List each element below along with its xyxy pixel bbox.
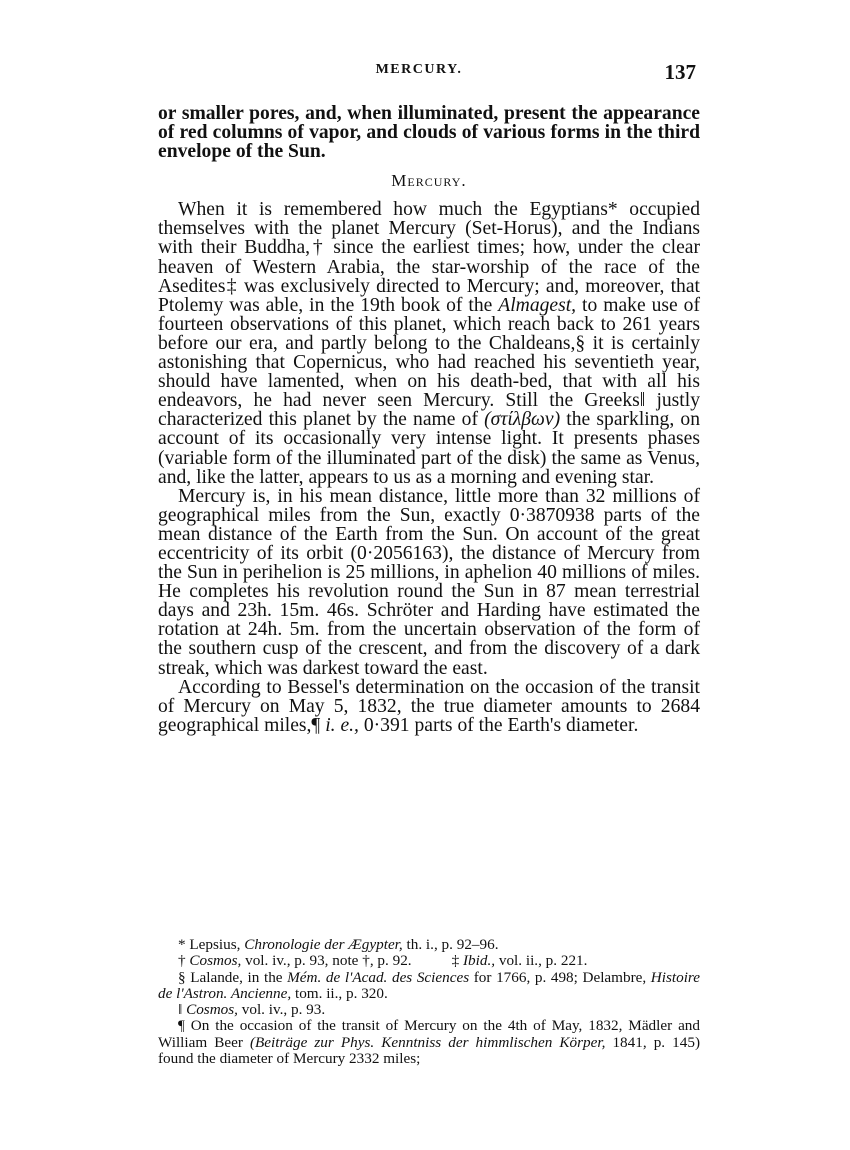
paragraph-1-greek-word: (στίλβων): [484, 409, 561, 431]
footnote-4-text-c: tom. ii., p. 320.: [291, 984, 388, 1002]
footnote-6-marker: ¶: [178, 1017, 191, 1035]
footnote-1-text-b: th. i., p. 92–96.: [402, 936, 499, 953]
main-text: [158, 104, 700, 735]
paragraph-1: [158, 200, 700, 486]
footnote-4-marker: §: [178, 968, 191, 986]
paragraph-3-text-a: According to Bessel's determination on the occasion of the transit of Mercury on May 5, 1832, the true diameter amounts to 2684 geographical miles,¶: [158, 676, 700, 736]
footnote-5: [158, 1002, 700, 1018]
paragraph-1-italic-title: Almagest,: [498, 294, 577, 316]
footnote-2-text-a: vol. iv., p. 93, note †, p. 92.: [241, 952, 412, 970]
paragraph-1-text-c: the sparkling, on account of its occasionally very intense light. It presents phases (variable form of the illuminated part of the disk) the same as Venus, and, like the latter, appears to us as a morning and evening star.: [158, 409, 701, 488]
footnote-5-text: vol. iv., p. 93.: [237, 1001, 326, 1019]
footnote-3-text: vol. ii., p. 221.: [495, 952, 588, 970]
footnote-5-italic: Cosmos,: [186, 1001, 238, 1019]
footnote-1-text-a: Lepsius,: [189, 936, 245, 953]
footnote-6-text-b: 1841, p. 145) found the diameter of Mercury 2332 miles;: [158, 1033, 700, 1068]
paragraph-3: [158, 678, 700, 735]
footnote-6: [158, 1018, 700, 1067]
page-number: 137: [664, 60, 696, 84]
footnote-1-marker: *: [178, 936, 190, 953]
footnote-1: [158, 937, 700, 953]
paragraph-1-text-a: When it is remembered how much the Egyptians* occupied themselves with the planet Mercury (Set-Horus), and the Indians with their Buddha,† since the earliest times; how, under the clear heaven of Western Arabia, the star-worship of the race of the Asedites‡ was exclusively directed to Mercury; and, moreover, that Ptolemy was able, in the 19th book of the: [158, 199, 700, 316]
paragraph-2: Mercury is, in his mean distance, little more than 32 millions of geographical miles from the Sun, exactly 0·3870938 parts of the mean distance of the Earth from the Sun. On account of the great eccentricity of its orbit (0·2056163), the distance of Mercury from the Sun in perihelion is 25 millions, in aphelion 40 millions of miles. He completes his revolution round the Sun in 87 mean terrestrial days and 23h. 15m. 46s. Schröter and Harding have estimated the rotation at 24h. 5m. from the uncertain observation of the form of the southern cusp of the crescent, and from the discovery of a dark streak, which was darkest toward the east.: [158, 485, 700, 679]
footnote-4-italic-a: Mém. de l'Acad. des Sciences: [287, 968, 470, 986]
lead-paragraph: or smaller pores, and, when illuminated, present the appearance of red columns of vapor, and clouds of various forms in the third envelope of the Sun.: [158, 103, 700, 163]
footnote-4-text-a: Lalande, in the: [190, 968, 288, 986]
footnote-1-italic: Chronologie der Ægypter,: [244, 936, 403, 953]
footnote-4-text-b: for 1766, p. 498; Delambre,: [469, 968, 651, 986]
paragraph-3-text-b: 0·391 parts of the Earth's diameter.: [358, 714, 639, 736]
section-heading: Mercury.: [391, 171, 467, 191]
paragraph-1-text-b: to make use of fourteen observations of this planet, which reach back to 261 years before our era, and partly belong to the Chaldeans,§ it is certainly astonishing that Copernicus, who had reached his seventieth year, should have lamented, when on his death-bed, that with all his endeavors, he had never seen Mercury. Still the Greeks‖ justly characterized this planet by the name of: [158, 294, 700, 431]
footnotes: [158, 937, 700, 1067]
footnote-2-marker: †: [178, 952, 190, 970]
paragraph-3-italic: i. e.,: [325, 714, 359, 736]
footnote-5-marker: ‖: [178, 1001, 187, 1019]
footnote-6-italic: (Beiträge zur Phys. Kenntniss der himmlischen Körper,: [249, 1033, 606, 1051]
running-head: [158, 60, 696, 86]
footnote-4-italic-b: Histoire de l'Astron. Ancienne,: [158, 968, 700, 1002]
footnote-4: [158, 970, 700, 1003]
footnote-2: [158, 953, 700, 969]
running-title: MERCURY.: [375, 62, 463, 77]
footnote-3-marker: ‡: [451, 952, 463, 970]
footnote-3-italic: Ibid.,: [462, 952, 496, 970]
footnote-6-text-a: On the occasion of the transit of Mercury on the 4th of May, 1832, Mädler and William Beer: [158, 1017, 700, 1051]
footnote-2-italic-a: Cosmos,: [189, 952, 242, 970]
